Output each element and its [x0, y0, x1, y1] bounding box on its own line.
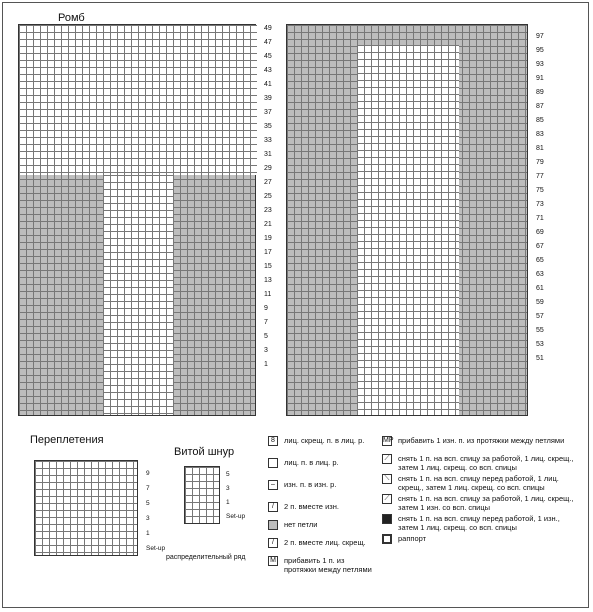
- slash-icon: /: [268, 538, 278, 548]
- romb-title: Ромб: [58, 12, 85, 24]
- chart-center-motif: [103, 175, 173, 415]
- cable-right-icon: ⟋: [382, 454, 392, 464]
- romb-row-labels: 49 47 45 43 41 39 37 35 33 31 29 27 25 23 21 19 17 15 13 11 9 7 5 3 1: [264, 25, 272, 368]
- cable-left-purl-icon: [382, 514, 392, 524]
- right-chart: [286, 24, 528, 416]
- right-row-labels: 97 95 93 91 89 87 85 83 81 79 77 75 73 71 69 67 65 63 61 59 57 55 53 51: [536, 33, 544, 362]
- distributed-row-label: распределительный ряд: [166, 554, 246, 561]
- vitoy-row-labels: 5 3 1 Set-up: [226, 471, 246, 520]
- m-icon: M: [268, 556, 278, 566]
- blank-icon: [268, 458, 278, 468]
- twisted-knit-icon: 8: [268, 436, 278, 446]
- perepleteniya-row-labels: 9 7 5 3 1 Set-up: [146, 470, 166, 552]
- cable-right-purl-icon: ⟋: [382, 494, 392, 504]
- vitoy-chart: [184, 466, 220, 524]
- vitoy-title: Витой шнур: [174, 446, 235, 458]
- chart-motif-area: [19, 25, 257, 175]
- romb-chart: [18, 24, 256, 416]
- gray-icon: [268, 520, 278, 530]
- perepleteniya-chart: [34, 460, 138, 556]
- right-chart-motif: [357, 45, 459, 415]
- repeat-box-icon: [382, 534, 392, 544]
- dash-icon: –: [268, 480, 278, 490]
- perepleteniya-title: Переплетения: [30, 434, 104, 446]
- mp-icon: MP: [383, 437, 394, 444]
- cable-left-icon: ⟍: [382, 474, 392, 484]
- k2tog-icon: /: [268, 502, 278, 512]
